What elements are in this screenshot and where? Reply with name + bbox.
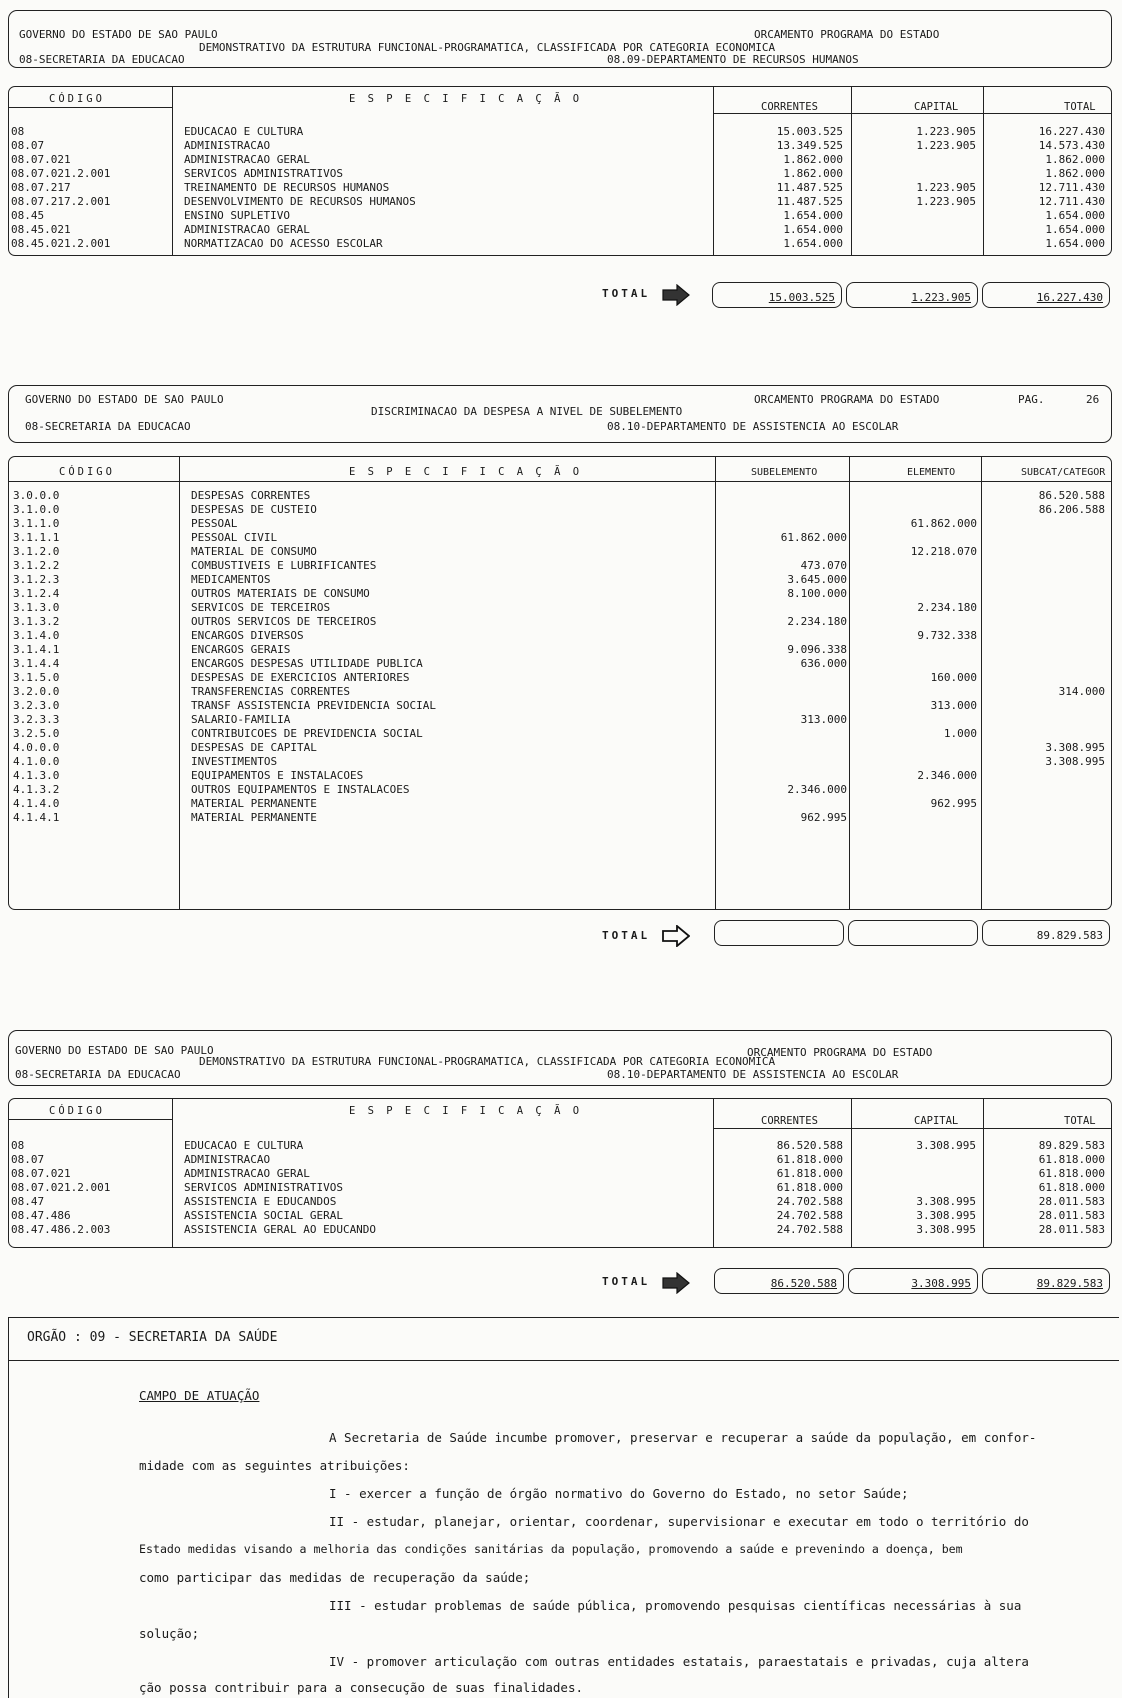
table-row: 08.07.217.2.001 DESENVOLVIMENTO DE RECURSOS HUMANOS 11.487.525 1.223.905 12.711.430	[11, 195, 1105, 208]
text-line: I - exercer a função de órgão normativo do Governo do Estado, no setor Saúde;	[329, 1486, 909, 1501]
report-subtitle: DISCRIMINACAO DA DESPESA A NIVEL DE SUBELEMENTO	[371, 405, 683, 418]
table-row: 3.1.4.1 ENCARGOS GERAIS 9.096.338	[13, 643, 847, 656]
table-row: 08.07.217 TREINAMENTO DE RECURSOS HUMANOS 11.487.525 1.223.905 12.711.430	[11, 181, 1105, 194]
orgao-title: ORGÃO : 09 - SECRETARIA DA SAÚDE	[27, 1330, 278, 1345]
table-row: 3.1.4.4 ENCARGOS DESPESAS UTILIDADE PUBLICA 636.000	[13, 657, 847, 670]
total-label: TOTAL	[602, 287, 651, 300]
total-capital: 3.308.995	[848, 1268, 978, 1294]
col-capital: CAPITAL	[914, 1115, 959, 1127]
table-row: 08.07.021 ADMINISTRACAO GERAL 61.818.000 61.818.000	[11, 1167, 1105, 1180]
total-total: 89.829.583	[982, 1268, 1110, 1294]
orgao-section	[8, 1317, 1119, 1698]
col-especificacao: E S P E C I F I C A Ç Ã O	[349, 1105, 583, 1117]
departamento-label: 08.09-DEPARTAMENTO DE RECURSOS HUMANOS	[607, 53, 859, 66]
table-row: 3.1.5.0 DESPESAS DE EXERCICIOS ANTERIORES 160.000	[13, 671, 977, 684]
text-line: II - estudar, planejar, orientar, coordenar, supervisionar e executar em todo o território do	[329, 1514, 1029, 1529]
total-capital: 1.223.905	[846, 282, 978, 308]
section3-rows	[9, 1139, 1111, 1237]
table-row: 3.1.0.0 DESPESAS DE CUSTEIO 86.206.588	[13, 503, 1105, 516]
departamento-label: 08.10-DEPARTAMENTO DE ASSISTENCIA AO ESCOLAR	[607, 1068, 899, 1081]
text-line: Estado medidas visando a melhoria das condições sanitárias da população, promovendo a saúde e prevenindo a doença, bem	[139, 1542, 963, 1556]
section1-header	[8, 10, 1112, 68]
arrow-icon	[662, 1272, 690, 1294]
col-especificacao: E S P E C I F I C A Ç Ã O	[349, 466, 583, 478]
table-row: 4.1.3.0 EQUIPAMENTOS E INSTALACOES 2.346.000	[13, 769, 977, 782]
orcamento-title: ORCAMENTO PROGRAMA DO ESTADO	[754, 28, 940, 41]
col-codigo: CÓDIGO	[49, 93, 105, 105]
table-row: 3.1.1.0 PESSOAL 61.862.000	[13, 517, 977, 530]
table-row: 08.07.021.2.001 SERVICOS ADMINISTRATIVOS 61.818.000 61.818.000	[11, 1181, 1105, 1194]
col-elemento: ELEMENTO	[907, 467, 956, 478]
table-row: 08.07.021 ADMINISTRACAO GERAL 1.862.000 1.862.000	[11, 153, 1105, 166]
section2-table	[8, 456, 1112, 910]
orcamento-title: ORCAMENTO PROGRAMA DO ESTADO	[754, 393, 940, 406]
secretaria-label: 08-SECRETARIA DA EDUCACAO	[25, 420, 191, 433]
report-subtitle: DEMONSTRATIVO DA ESTRUTURA FUNCIONAL-PROGRAMATICA, CLASSIFICADA POR CATEGORIA ECONOMICA	[199, 41, 776, 54]
col-total: TOTAL	[1064, 1115, 1096, 1127]
table-row: 3.2.5.0 CONTRIBUICOES DE PREVIDENCIA SOCIAL 1.000	[13, 727, 977, 740]
report-subtitle: DEMONSTRATIVO DA ESTRUTURA FUNCIONAL-PROGRAMATICA, CLASSIFICADA POR CATEGORIA ECONOMICA	[199, 1055, 776, 1068]
page-label: PAG.	[1018, 393, 1045, 406]
table-row: 3.0.0.0 DESPESAS CORRENTES 86.520.588	[13, 489, 1105, 502]
total-correntes: 86.520.588	[714, 1268, 844, 1294]
col-codigo: CÓDIGO	[59, 466, 115, 478]
col-total: TOTAL	[1064, 101, 1096, 113]
total-total: 16.227.430	[982, 282, 1110, 308]
table-row: 08.47 ASSISTENCIA E EDUCANDOS 24.702.588 3.308.995 28.011.583	[11, 1195, 1105, 1208]
total-label: TOTAL	[602, 929, 651, 942]
table-row: 3.1.2.0 MATERIAL DE CONSUMO 12.218.070	[13, 545, 977, 558]
secretaria-label: 08-SECRETARIA DA EDUCACAO	[19, 53, 185, 66]
table-row: 08.47.486 ASSISTENCIA SOCIAL GERAL 24.702.588 3.308.995 28.011.583	[11, 1209, 1105, 1222]
gov-title: GOVERNO DO ESTADO DE SAO PAULO	[15, 1044, 214, 1057]
section2-rows	[9, 489, 1111, 825]
section1-table	[8, 86, 1112, 256]
col-correntes: CORRENTES	[761, 1115, 818, 1127]
table-row: 3.1.3.2 OUTROS SERVICOS DE TERCEIROS 2.234.180	[13, 615, 847, 628]
table-row: 08.45.021 ADMINISTRACAO GERAL 1.654.000 1.654.000	[11, 223, 1105, 236]
section1-rows	[9, 125, 1111, 251]
table-row: 08 EDUCACAO E CULTURA 15.003.525 1.223.905 16.227.430	[11, 125, 1105, 138]
table-row: 3.2.3.0 TRANSF ASSISTENCIA PREVIDENCIA SOCIAL 313.000	[13, 699, 977, 712]
section2-header	[8, 385, 1112, 443]
table-row: 3.1.2.2 COMBUSTIVEIS E LUBRIFICANTES 473.070	[13, 559, 847, 572]
text-line: A Secretaria de Saúde incumbe promover, preservar e recuperar a saúde da população, em confor-	[329, 1430, 1037, 1445]
total-label: TOTAL	[602, 1275, 651, 1288]
table-row: 08.07.021.2.001 SERVICOS ADMINISTRATIVOS 1.862.000 1.862.000	[11, 167, 1105, 180]
table-row: 4.1.4.0 MATERIAL PERMANENTE 962.995	[13, 797, 977, 810]
section3-header	[8, 1030, 1112, 1086]
table-row: 4.1.4.1 MATERIAL PERMANENTE 962.995	[13, 811, 847, 824]
table-row: 4.1.0.0 INVESTIMENTOS 3.308.995	[13, 755, 1105, 768]
text-line: ção possa contribuir para a consecução de suas finalidades.	[139, 1680, 584, 1695]
total-subelemento	[714, 920, 844, 946]
table-row: 3.1.1.1 PESSOAL CIVIL 61.862.000	[13, 531, 847, 544]
departamento-label: 08.10-DEPARTAMENTO DE ASSISTENCIA AO ESCOLAR	[607, 420, 899, 433]
page-number: 26	[1086, 393, 1100, 406]
table-row: 08.47.486.2.003 ASSISTENCIA GERAL AO EDUCANDO 24.702.588 3.308.995 28.011.583	[11, 1223, 1105, 1236]
col-codigo: CÓDIGO	[49, 1105, 105, 1117]
col-capital: CAPITAL	[914, 101, 959, 113]
orcamento-title: ORCAMENTO PROGRAMA DO ESTADO	[747, 1046, 933, 1059]
col-correntes: CORRENTES	[761, 101, 818, 113]
table-row: 3.1.2.3 MEDICAMENTOS 3.645.000	[13, 573, 847, 586]
col-especificacao: E S P E C I F I C A Ç Ã O	[349, 93, 583, 105]
text-line: III - estudar problemas de saúde pública, promovendo pesquisas científicas necessárias à sua	[329, 1598, 1022, 1613]
total-elemento	[848, 920, 978, 946]
campo-heading: CAMPO DE ATUAÇÃO	[139, 1388, 260, 1403]
arrow-icon	[662, 284, 690, 306]
total-subcat: 89.829.583	[982, 920, 1110, 946]
table-row: 08.45.021.2.001 NORMATIZACAO DO ACESSO ESCOLAR 1.654.000 1.654.000	[11, 237, 1105, 250]
gov-title: GOVERNO DO ESTADO DE SAO PAULO	[25, 393, 224, 406]
col-subelemento: SUBELEMENTO	[751, 467, 818, 478]
table-row: 4.0.0.0 DESPESAS DE CAPITAL 3.308.995	[13, 741, 1105, 754]
table-row: 4.1.3.2 OUTROS EQUIPAMENTOS E INSTALACOES 2.346.000	[13, 783, 847, 796]
table-row: 3.1.4.0 ENCARGOS DIVERSOS 9.732.338	[13, 629, 977, 642]
table-row: 08.07 ADMINISTRACAO 61.818.000 61.818.000	[11, 1153, 1105, 1166]
arrow-outline-icon	[662, 925, 690, 947]
table-row: 3.1.2.4 OUTROS MATERIAIS DE CONSUMO 8.100.000	[13, 587, 847, 600]
table-row: 08.45 ENSINO SUPLETIVO 1.654.000 1.654.000	[11, 209, 1105, 222]
text-line: midade com as seguintes atribuições:	[139, 1458, 410, 1473]
section3-table	[8, 1098, 1112, 1248]
gov-title: GOVERNO DO ESTADO DE SAO PAULO	[19, 28, 218, 41]
col-subcat: SUBCAT/CATEGOR	[1021, 467, 1106, 478]
table-row: 3.2.3.3 SALARIO-FAMILIA 313.000	[13, 713, 847, 726]
secretaria-label: 08-SECRETARIA DA EDUCACAO	[15, 1068, 181, 1081]
table-row: 3.2.0.0 TRANSFERENCIAS CORRENTES 314.000	[13, 685, 1105, 698]
total-correntes: 15.003.525	[712, 282, 842, 308]
table-row: 3.1.3.0 SERVICOS DE TERCEIROS 2.234.180	[13, 601, 977, 614]
table-row: 08 EDUCACAO E CULTURA 86.520.588 3.308.995 89.829.583	[11, 1139, 1105, 1152]
text-line: solução;	[139, 1626, 200, 1641]
text-line: IV - promover articulação com outras entidades estatais, paraestatais e privadas, cuja altera	[329, 1654, 1029, 1669]
table-row: 08.07 ADMINISTRACAO 13.349.525 1.223.905 14.573.430	[11, 139, 1105, 152]
text-line: como participar das medidas de recuperação da saúde;	[139, 1570, 531, 1585]
